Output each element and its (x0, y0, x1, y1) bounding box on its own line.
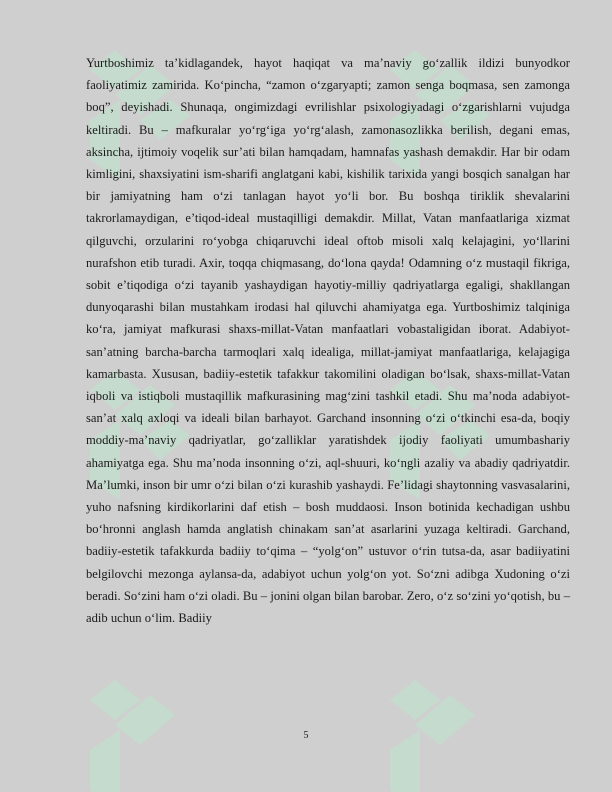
body-text-block (86, 52, 570, 629)
page-number: 5 (303, 730, 309, 741)
body-paragraph: Yurtboshimiz ta’kidlagandek, hayot haqiqat va ma’naviy go‘zallik ildizi bunyodkor faoliyatimiz zamirida. Ko‘pincha, “zamon o‘zgaryapti; zamon senga boqmasa, sen zamonga boq”, deyishadi. Shunaqa, ongimizdagi evrilishlar psixologiyadagi o‘zgarishlarni vujudga keltiradi. Bu – mafkuralar yo‘rg‘iga yo‘rg‘alash, zamonasozlikka berilish, degani emas, aksincha, ijtimoiy voqelik sur’ati bilan hamqadam, hamnafas yashash demakdir. Har bir odam kimligini, shaxsiyatini ism-sharifi anglatgani kabi, kishilik tarixida yangi bosqich sanalgan har bir jamiyatning ham o‘zi tanlagan hayot yo‘li bor. Bu boshqa tiriklik shevalarini takrorlamaydigan, e’tiqod-ideal mustaqilligi demakdir. Millat, Vatan manfaatlariga xizmat qilguvchi, orzularini ro‘yobga chiqaruvchi ideal oftob misoli xalq kelajagini, yo‘llarini nurafshon etib turadi. Axir, toqqa chiqmasang, do‘lona qayda! Odamning o‘z mustaqil fikriga, sobit e’tiqodiga o‘zi tayanib yashaydigan hayotiy-milliy qadriyatlarga egaligi, shakllangan dunyoqarashi bilan mustahkam irodasi hal qiluvchi ahamiyatga ega. Yurtboshimiz talqiniga ko‘ra, jamiyat mafkurasi shaxs-millat-Vatan manfaatlari vobastaligidan iborat. Adabiyot-san’atning barcha-barcha tarmoqlari xalq idealiga, millat-jamiyat manfaatlariga, kelajagiga kamarbasta. Xususan, badiiy-estetik tafakkur takomilini oladigan bo‘lsak, shaxs-millat-Vatan iqboli va istiqboli mustaqillik mafkurasining mag‘zini tashkil etadi. Shu ma’noda adabiyot-san’at xalq axloqi va ideali bilan barhayot. Garchand insonning o‘zi o‘tkinchi esa-da, boqiy moddiy-ma’naviy qadriyatlar, go‘zalliklar yaratishdek ijodiy faoliyati umumbashariy ahamiyatga ega. Shu ma’noda insonning o‘zi, aql-shuuri, ko‘ngli azaliy va abadiy qadriyatdir. Ma’lumki, inson bir umr o‘zi bilan o‘zi kurashib yashaydi. Fe’lidagi shaytonning vasvasalarini, yuho nafsning kirdikorlarini daf etish – bosh muddaosi. Inson botinida kechadigan ushbu bo‘hronni anglash hamda anglatish chinakam san’at asarlarini yuzaga keltiradi. Garchand, badiiy-estetik tafakkurda badiiy to‘qima – “yolg‘on” ustuvor o‘rin tutsa-da, asar badiiyatini belgilovchi mezonga aylansa-da, adabiyot uchun yolg‘on yot. So‘zni adibga Xudoning o‘zi beradi. So‘zini ham o‘zi oladi. Bu – jonini olgan bilan barobar. Zero, o‘z so‘zini yo‘qotish, bu – adib uchun o‘lim. Badiiy (86, 56, 570, 626)
